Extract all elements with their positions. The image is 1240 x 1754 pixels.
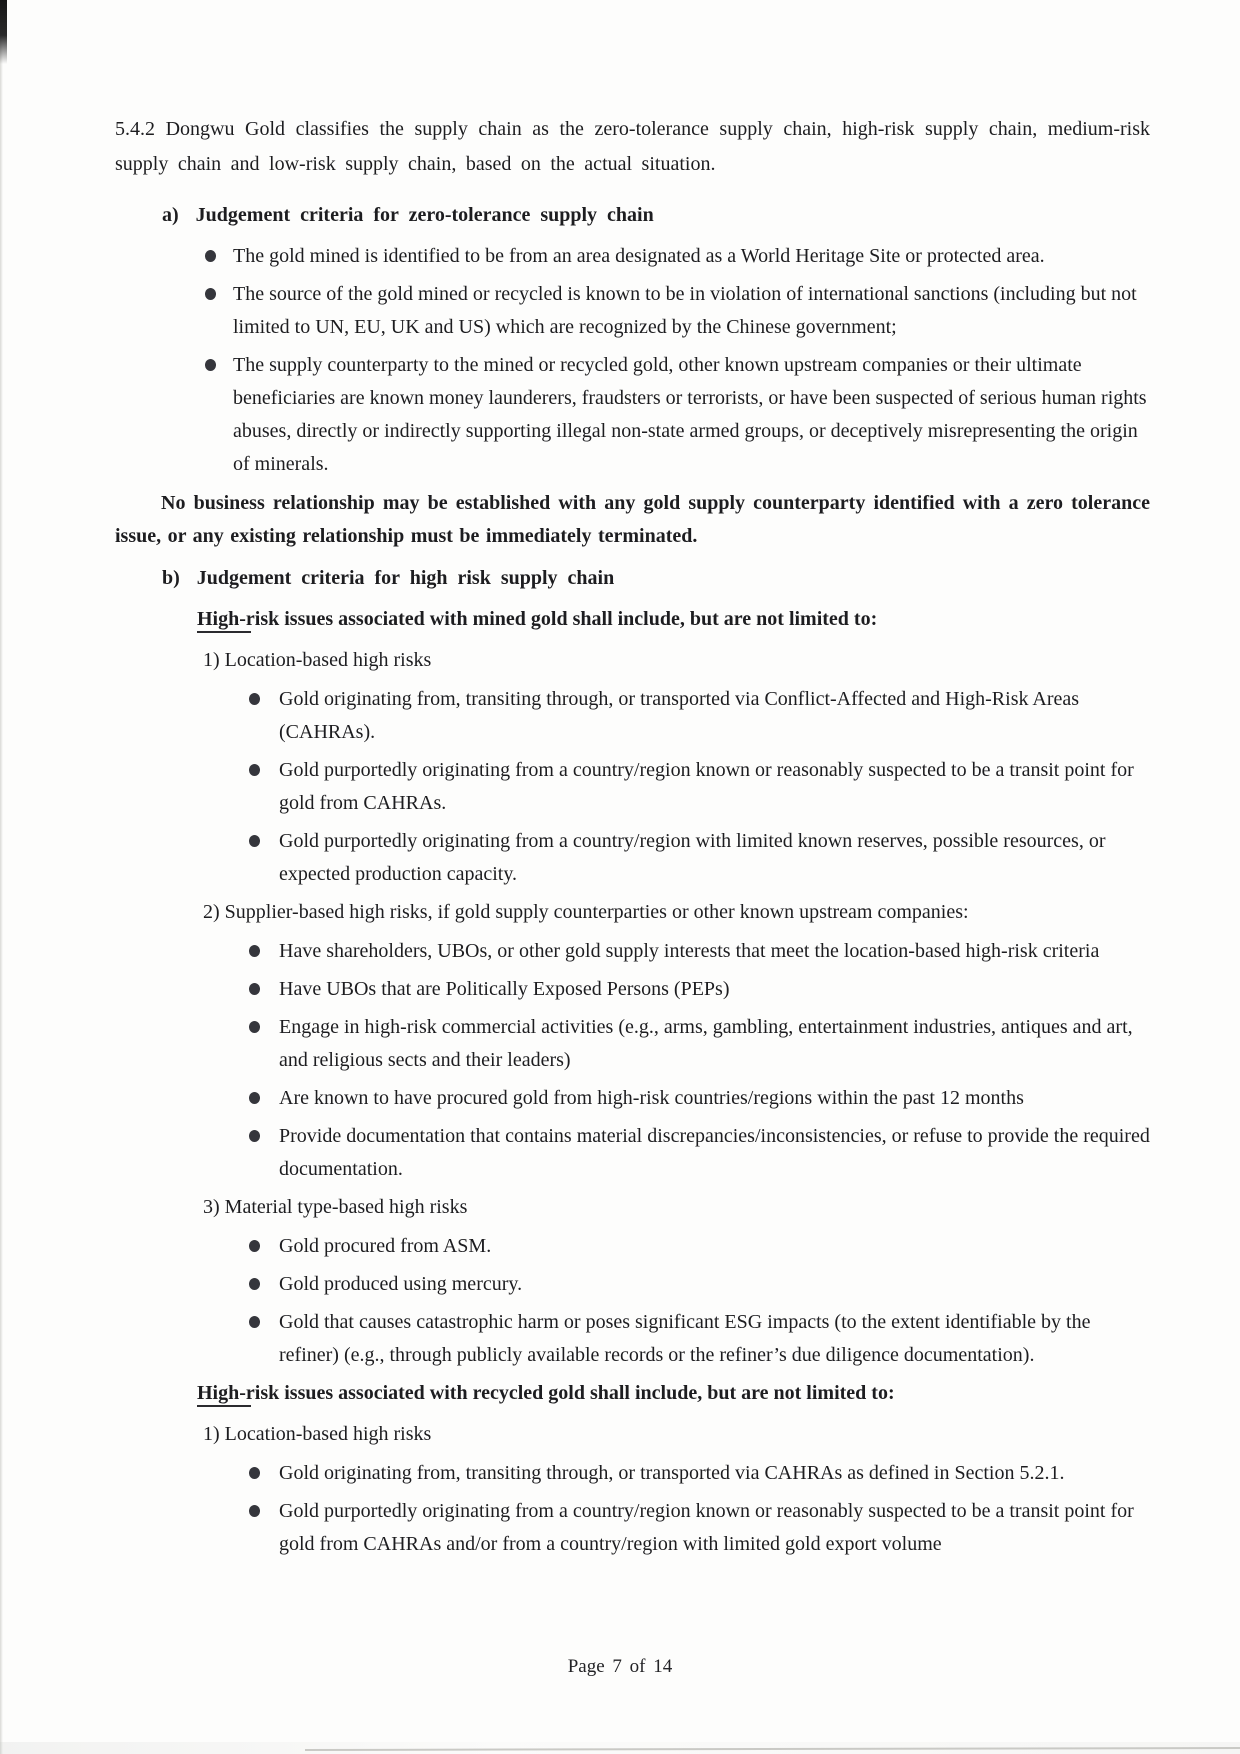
page-number-footer: Page 7 of 14 [567, 1656, 673, 1677]
bullet-icon [205, 288, 216, 300]
mined-group-2-label: 2) Supplier-based high risks, if gold supply counterparties or other known upstream companies: [203, 901, 969, 923]
list-item-text: Gold produced using mercury. [279, 1273, 523, 1295]
list-item [115, 935, 1150, 968]
underline-artifact [197, 1405, 251, 1407]
list-item-text: Gold purportedly originating from a country/region known or reasonably suspected to be a transit point for gold from CAHRAs and/or from a country/region with limited gold export volume [279, 1500, 1134, 1555]
list-item [115, 1120, 1150, 1186]
list-item [115, 1082, 1150, 1115]
list-item-text: Have shareholders, UBOs, or other gold supply interests that meet the location-based high-risk criteria [279, 940, 1100, 962]
heading-a-title: Judgement criteria for zero-tolerance supply chain [195, 204, 654, 226]
document-body [115, 112, 1150, 1566]
list-item [115, 1495, 1150, 1561]
mined-group-3-label: 3) Material type-based high risks [203, 1196, 468, 1218]
bullet-icon [249, 693, 260, 705]
list-item-text: Gold purportedly originating from a country/region with limited known reserves, possible resources, or expected production capacity. [279, 830, 1106, 885]
recycled-group-1-label: 1) Location-based high risks [203, 1423, 432, 1445]
heading-a-label: a) [162, 204, 179, 226]
bullet-icon [249, 1467, 260, 1479]
list-item [115, 1011, 1150, 1077]
mined-group-1-label: 1) Location-based high risks [203, 649, 432, 671]
list-item [115, 683, 1150, 749]
list-item [115, 1230, 1150, 1263]
heading-a-zero-tolerance [115, 199, 1150, 232]
top-left-corner-mark [0, 0, 7, 64]
list-item-text: Engage in high-risk commercial activities (e.g., arms, gambling, entertainment industries, antiques and art, and religious sects and their leaders) [279, 1016, 1133, 1071]
mined-gold-subheading-text: High-risk issues associated with mined gold shall include, but are not limited to: [197, 608, 878, 630]
list-item [115, 1457, 1150, 1490]
recycled-gold-subheading [115, 1377, 1150, 1410]
list-item-text: Gold originating from, transiting through, or transported via Conflict-Affected and High-Risk Areas (CAHRAs). [279, 688, 1080, 743]
bullet-icon [205, 250, 216, 262]
recycled-gold-subheading-text: High-risk issues associated with recycled gold shall include, but are not limited to: [197, 1382, 895, 1404]
bullet-icon [249, 1092, 260, 1104]
heading-b-title: Judgement criteria for high risk supply chain [196, 567, 615, 589]
mined-gold-subheading [115, 603, 1150, 636]
bullet-icon [249, 1021, 260, 1033]
list-item-text: Gold purportedly originating from a country/region known or reasonably suspected to be a transit point for gold from CAHRAs. [279, 759, 1134, 814]
underline-artifact [197, 631, 251, 633]
bullet-icon [205, 359, 216, 371]
paragraph-5-4-2: 5.4.2 Dongwu Gold classifies the supply chain as the zero-tolerance supply chain, high-risk supply chain, medium-risk supply chain and low-risk supply chain, based on the actual situation. [115, 118, 1150, 175]
zero-tolerance-note: No business relationship may be established with any gold supply counterparty identified with a zero tolerance issue, or any existing relationship must be immediately terminated. [115, 492, 1150, 547]
list-item [115, 1268, 1150, 1301]
bullet-icon [249, 1130, 260, 1142]
list-item [115, 973, 1150, 1006]
list-item-text: Provide documentation that contains material discrepancies/inconsistencies, or refuse to provide the required documentation. [279, 1125, 1150, 1180]
bullet-icon [249, 983, 260, 995]
list-item-text: The gold mined is identified to be from an area designated as a World Heritage Site or protected area. [233, 245, 1045, 267]
bullet-icon [249, 945, 260, 957]
list-item [115, 825, 1150, 891]
bullet-icon [249, 1278, 260, 1290]
heading-b-high-risk [115, 562, 1150, 595]
left-edge-scan-artifact [0, 0, 3, 1754]
bullet-icon [249, 835, 260, 847]
list-item-text: The source of the gold mined or recycled is known to be in violation of international sanctions (including but not limited to UN, EU, UK and US) which are recognized by the Chinese government; [233, 283, 1137, 338]
heading-b-label: b) [162, 567, 180, 589]
list-item-text: The supply counterparty to the mined or recycled gold, other known upstream companies or their ultimate beneficiaries are known money launderers, fraudsters or terrorists, or have been suspected of serious human rights abuses, directly or indirectly supporting illegal non-state armed groups, or deceptively misrepresenting the origin of minerals. [233, 354, 1147, 475]
list-item-text: Gold that causes catastrophic harm or poses significant ESG impacts (to the extent identifiable by the refiner) (e.g., through publicly available records or the refiner’s due diligence documentation). [279, 1311, 1091, 1366]
bullet-icon [249, 764, 260, 776]
bullet-icon [249, 1316, 260, 1328]
list-item-text: Are known to have procured gold from high-risk countries/regions within the past 12 months [279, 1087, 1024, 1109]
list-item [115, 754, 1150, 820]
bullet-icon [249, 1240, 260, 1252]
list-item [115, 278, 1150, 344]
list-item [115, 349, 1150, 481]
bullet-icon [249, 1505, 260, 1517]
list-item [115, 1306, 1150, 1372]
list-item-text: Have UBOs that are Politically Exposed Persons (PEPs) [279, 978, 730, 1000]
list-item-text: Gold procured from ASM. [279, 1235, 492, 1257]
list-item [115, 240, 1150, 273]
list-item-text: Gold originating from, transiting through, or transported via CAHRAs as defined in Section 5.2.1. [279, 1462, 1065, 1484]
